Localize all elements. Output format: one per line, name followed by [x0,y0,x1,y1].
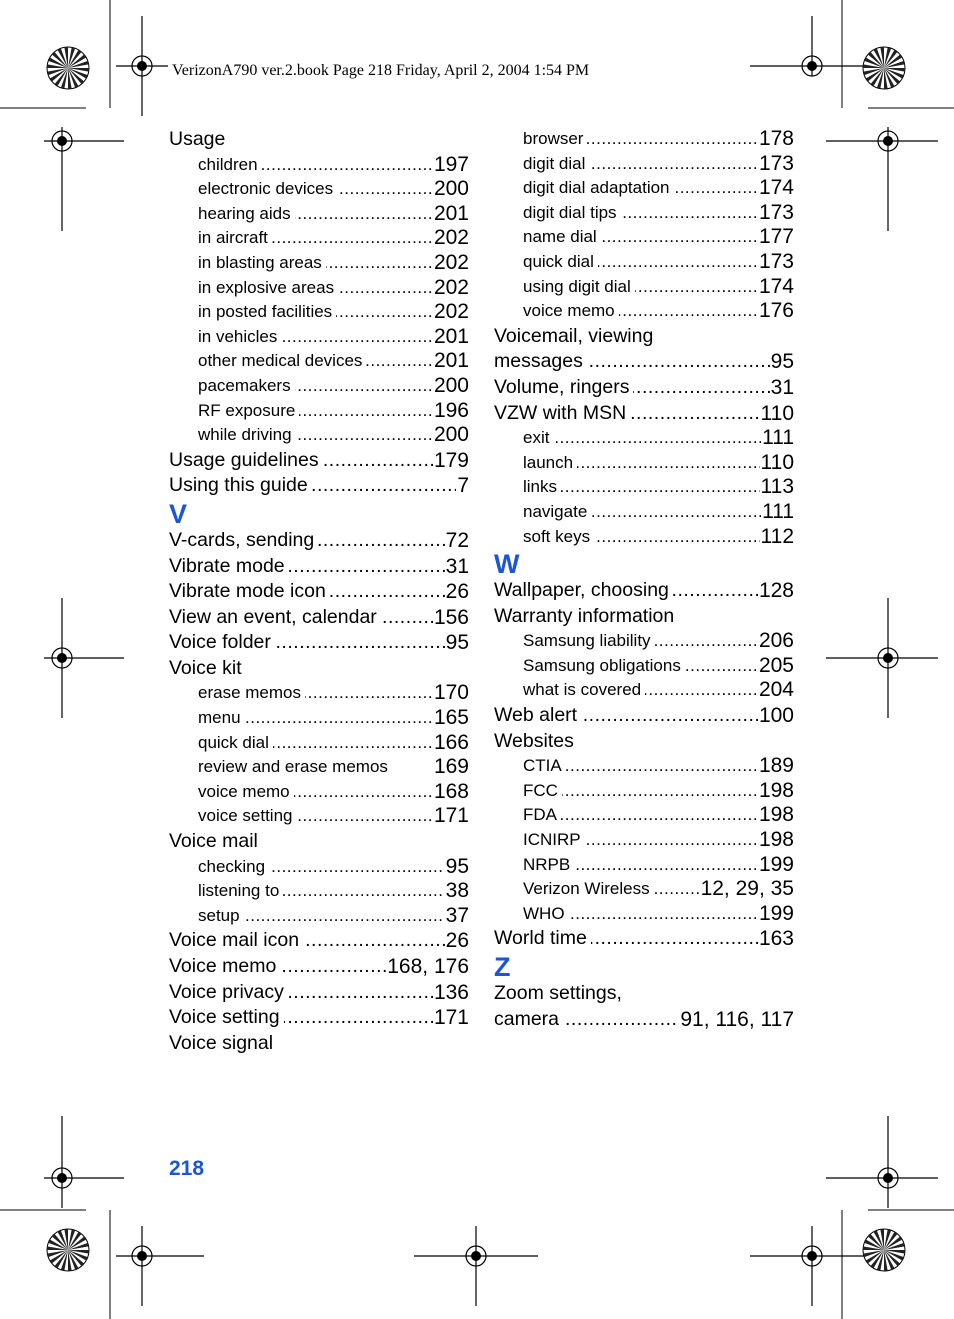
index-subentry [494,754,794,779]
index-subentry [494,654,794,679]
index-subentry [169,374,469,399]
index-page-ref: 173 [758,200,794,224]
index-page-ref: 26 [445,929,469,953]
index-page-ref: 91, 116, 117 [680,1007,794,1031]
index-page-ref: 95 [445,631,469,655]
index-term: Samsung liability [523,631,655,650]
index-subentry [169,904,469,929]
index-page-ref: 26 [445,580,469,604]
index-term: messages [494,350,587,372]
index-entry [494,604,794,630]
index-term: FDA [523,805,561,824]
index-term: review and erase memos [198,757,392,776]
page-number: 218 [169,1157,205,1180]
index-page-ref: 202 [433,275,469,299]
index-page-ref: 202 [433,226,469,250]
index-entry [494,1007,794,1033]
index-page-ref: 171 [433,804,469,828]
index-page-ref: 201 [433,201,469,225]
registration-target-icon [47,1229,89,1271]
index-entry [169,980,469,1006]
index-page-ref: 95 [770,350,794,374]
index-subentry [494,902,794,927]
index-entry [169,1005,469,1031]
index-subentry [169,706,469,731]
index-subentry [169,153,469,178]
index-term: links [523,477,561,496]
index-page-ref: 110 [760,450,794,474]
index-page-ref: 179 [433,448,469,472]
index-subentry [169,879,469,904]
index-subentry [169,251,469,276]
index-page-ref: 197 [433,152,469,176]
index-page-ref: 178 [758,127,794,150]
index-page-ref: 200 [433,177,469,201]
index-subentry [494,853,794,878]
index-subentry [494,629,794,654]
index-term: View an event, calendar [169,606,381,628]
index-term: voice setting [198,806,297,825]
index-page-ref: 171 [433,1006,469,1030]
index-term: in aircraft [198,228,272,247]
index-page-ref: 113 [760,475,794,499]
index-term: Using this guide [169,474,312,496]
index-entry [494,375,794,401]
index-subentry [494,250,794,275]
index-page-ref: 100 [758,704,794,728]
index-term: browser [523,129,587,148]
index-page-ref: 174 [758,176,794,200]
index-subentry [494,451,794,476]
index-term: Voice memo [169,955,280,977]
index-page-ref: 168, 176 [387,955,469,978]
index-page-ref: 205 [758,653,794,677]
page-header: VerizonA790 ver.2.book Page 218 Friday, April 2, 2004 1:54 PM [172,62,590,79]
index-subentry [169,276,469,301]
index-page-ref: 176 [758,299,794,323]
index-term: Usage [169,128,229,150]
index-subentry [494,678,794,703]
index-page-ref: 206 [758,629,794,653]
index-term: pacemakers [198,376,295,395]
index-term: in vehicles [198,327,281,346]
index-entry [494,578,794,604]
index-subentry [494,779,794,804]
index-page-ref: 38 [445,879,469,903]
index-term: digit dial adaptation [523,178,674,197]
registration-target-icon [863,1229,905,1271]
index-subentry [494,299,794,324]
index-term: setup [198,906,244,925]
index-subentry [169,177,469,202]
index-term: Voicemail, viewing [494,325,657,347]
index-term: soft keys [523,527,594,546]
index-page-ref: 156 [433,605,469,629]
index-section-letter: W [494,549,520,580]
index-term: in posted facilities [198,302,336,321]
index-term: Vibrate mode icon [169,580,330,602]
index-term: quick dial [198,733,273,752]
index-term: using digit dial [523,277,635,296]
index-term: children [198,155,262,174]
index-term: Voice mail [169,830,262,852]
index-term: Volume, ringers [494,376,633,398]
index-term: Voice folder [169,631,275,653]
index-page-ref: 7 [457,474,469,498]
index-page-ref: 31 [445,554,469,578]
index-term: what is covered [523,680,645,699]
index-term: Warranty information [494,605,678,627]
index-term: Usage guidelines [169,449,323,471]
registration-target-icon [863,47,905,89]
index-subentry [169,349,469,374]
index-subentry [494,152,794,177]
index-subentry [169,423,469,448]
index-page-ref: 168 [433,779,469,803]
index-entry [169,127,469,153]
index-entry [494,729,794,755]
index-page-ref: 173 [758,249,794,273]
index-page-ref: 95 [445,854,469,878]
index-page-ref: 189 [758,754,794,778]
index-entry [494,401,794,427]
index-term: Wallpaper, choosing [494,579,673,601]
index-entry [169,928,469,954]
index-subentry [169,855,469,880]
index-subentry [169,681,469,706]
index-page-ref: 200 [433,373,469,397]
index-entry [169,954,469,980]
index-page-ref: 111 [762,426,794,450]
index-entry [169,829,469,855]
index-subentry [494,877,794,902]
index-page-ref: 110 [760,401,794,425]
index-page-ref: 202 [433,300,469,324]
index-subentry [494,176,794,201]
index-term: while driving [198,425,296,444]
index-term: quick dial [523,252,598,271]
index-term: ICNIRP [523,830,585,849]
index-page-ref: 201 [433,324,469,348]
index-page-ref: 37 [445,903,469,927]
index-page-ref: 72 [445,528,469,552]
index-term: other medical devices [198,351,366,370]
index-page-ref: 202 [433,250,469,274]
index-subentry [169,300,469,325]
index-subentry [494,127,794,152]
index-entry [494,926,794,952]
index-term: Websites [494,730,578,752]
index-page-ref: 12, 29, 35 [700,877,794,901]
index-term: camera [494,1008,563,1030]
index-page-ref: 199 [758,852,794,876]
index-term: in blasting areas [198,253,326,272]
index-entry [169,579,469,605]
index-subentry [169,202,469,227]
index-term: Web alert [494,704,581,726]
index-term: NRPB [523,855,574,874]
index-entry [494,324,794,350]
index-term: name dial [523,227,601,246]
index-term: Zoom settings, [494,982,626,1004]
index-term: VZW with MSN [494,402,630,424]
index-subentry [169,226,469,251]
index-term: Voice signal [169,1032,277,1054]
index-entry [169,1031,469,1057]
index-page-ref: 136 [433,980,469,1004]
index-section-letter: V [169,498,188,529]
index-term: menu [198,708,245,727]
index-subentry [494,500,794,525]
index-page-ref: 170 [433,681,469,705]
index-term: digit dial [523,154,589,173]
index-term: electronic devices [198,179,337,198]
index-page-ref: 111 [762,499,794,523]
index-entry [169,528,469,554]
index-page-ref: 112 [760,524,794,548]
index-subentry [169,780,469,805]
index-page-ref: 204 [758,678,794,702]
index-term: CTIA [523,756,566,775]
index-term: digit dial tips [523,203,621,222]
index-page-ref: 200 [433,423,469,447]
index-subentry [169,755,469,780]
index-entry [169,554,469,580]
index-term: hearing aids [198,204,295,223]
index-term: FCC [523,781,562,800]
index-page-ref: 198 [758,828,794,852]
index-subentry [494,275,794,300]
index-entry [494,981,794,1007]
index-term: in explosive areas [198,278,338,297]
index-page-ref: 165 [433,706,469,730]
index-page-ref: 166 [433,730,469,754]
index-term: checking [198,857,269,876]
index-entry [169,473,469,499]
index-term: voice memo [198,782,294,801]
index-term: WHO [523,904,569,923]
index-subentry [494,803,794,828]
index-column-left [169,127,469,1056]
index-term: Voice mail icon [169,929,303,951]
index-subentry [494,201,794,226]
index-subentry [169,399,469,424]
index-page-ref: 174 [758,274,794,298]
index-entry [169,630,469,656]
index-entry [169,605,469,631]
index-term: exit [523,428,553,447]
index-term: Voice setting [169,1006,284,1028]
index-column-right [494,127,794,1032]
index-page-ref: 173 [758,151,794,175]
index-page-ref: 177 [758,225,794,249]
index-entry [494,703,794,729]
index-term: Vibrate mode [169,555,289,577]
index-page-ref: 163 [758,927,794,951]
index-term: World time [494,927,591,949]
index-entry [494,349,794,375]
index-subentry [494,525,794,550]
index-entry [169,448,469,474]
index-term: voice memo [523,301,619,320]
index-term: listening to [198,881,283,900]
index-page-ref: 201 [433,349,469,373]
index-page-ref: 128 [758,579,794,603]
index-entry [169,656,469,682]
index-page-ref: 198 [758,778,794,802]
index-subentry [169,731,469,756]
registration-target-icon [47,47,89,89]
index-term: navigate [523,502,591,521]
index-term: erase memos [198,683,305,702]
index-page-ref: 196 [433,398,469,422]
index-subentry [494,225,794,250]
index-term: launch [523,453,577,472]
index-page-ref: 199 [758,901,794,925]
index-term: Voice kit [169,657,246,679]
index-page-ref: 198 [758,803,794,827]
index-term: V-cards, sending [169,529,318,551]
index-term: RF exposure [198,401,299,420]
index-subentry [494,828,794,853]
index-term: Samsung obligations [523,656,685,675]
index-page-ref: 31 [770,375,794,399]
index-subentry [494,426,794,451]
index-subentry [169,804,469,829]
index-page-ref: 169 [433,755,469,779]
index-term: Verizon Wireless [523,879,654,898]
index-section-letter: Z [494,952,511,982]
index-term: Voice privacy [169,981,288,1003]
index-subentry [494,475,794,500]
index-subentry [169,325,469,350]
